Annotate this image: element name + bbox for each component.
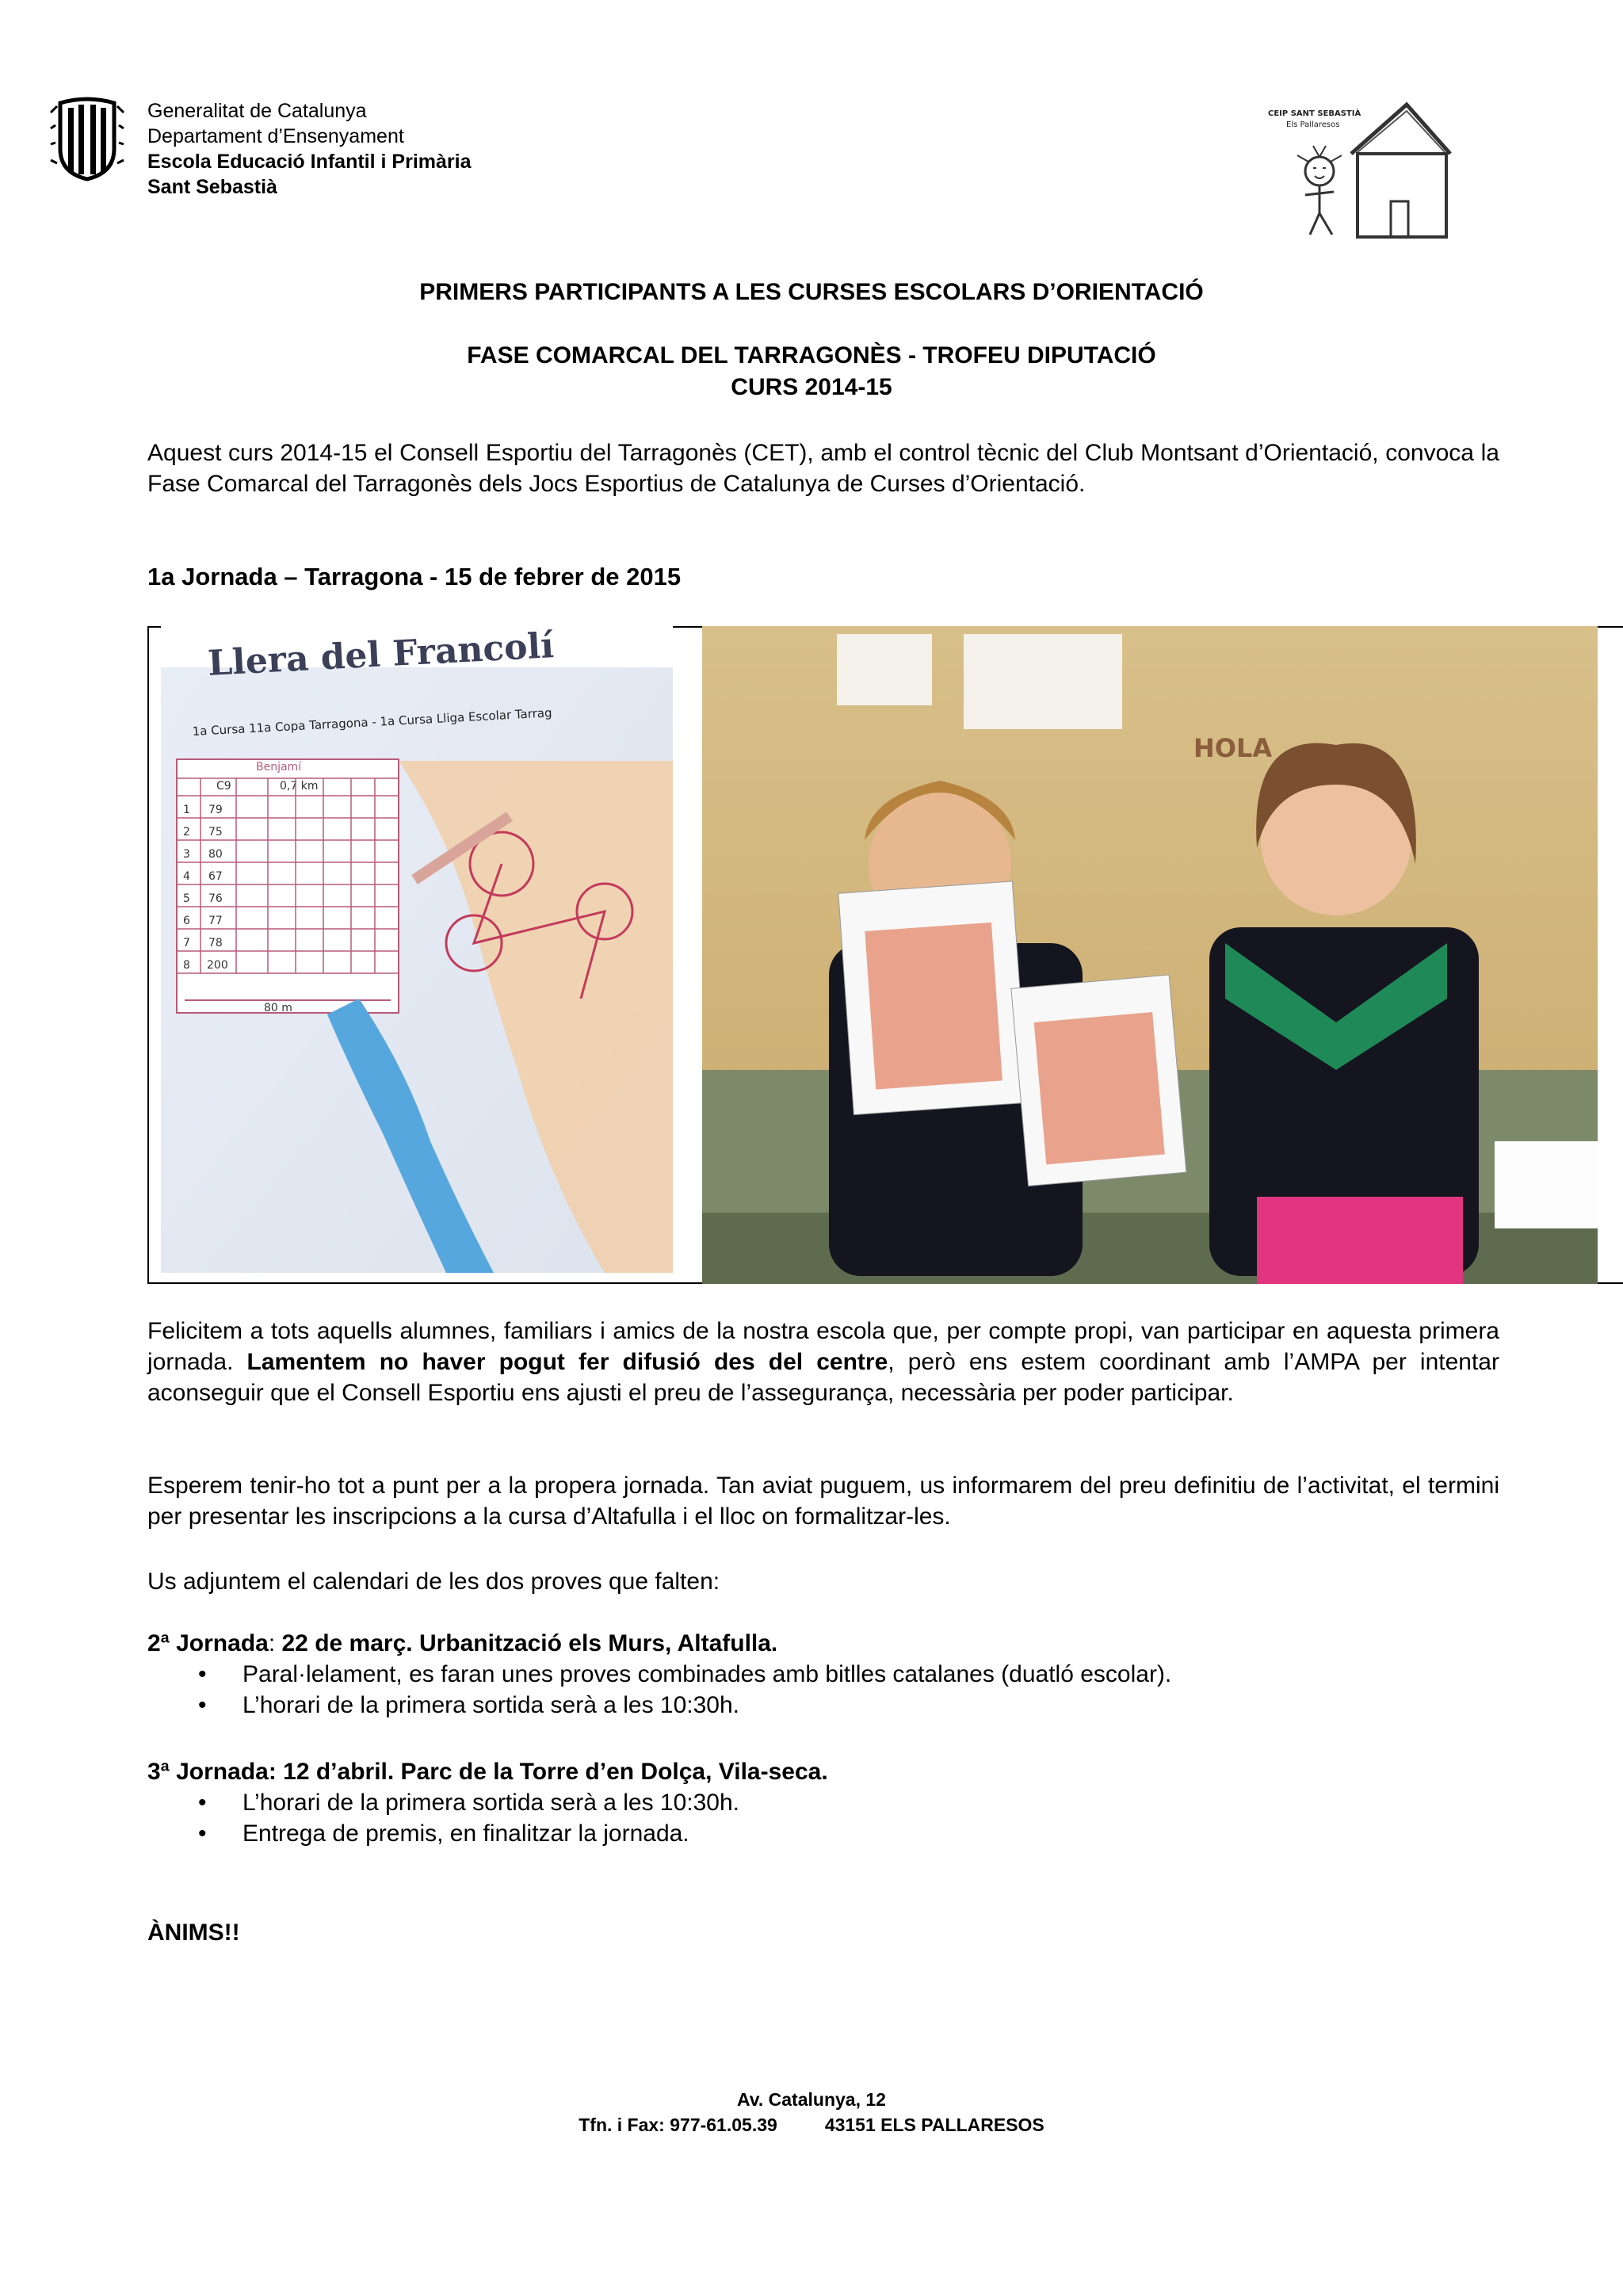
list-item: • Entrega de premis, en finalitzar la jornada. [242, 1818, 1499, 1849]
header-line-2: Departament d’Ensenyament [147, 125, 404, 147]
page-title: PRIMERS PARTICIPANTS A LES CURSES ESCOLARS D’ORIENTACIÓ [419, 279, 1204, 305]
jornada-2-list [147, 1659, 1499, 1721]
jornada-1-heading: 1a Jornada – Tarragona - 15 de febrer de 2015 [147, 563, 682, 590]
map-distance: 0,7 km [280, 780, 319, 793]
control-number: 6 [183, 915, 190, 927]
control-number: 2 [183, 826, 190, 839]
jornada-2-sep: : [268, 1630, 282, 1656]
control-code: 77 [208, 915, 223, 927]
congrats-paragraph [147, 1316, 1499, 1408]
list-item: • Paral·lelament, es faran unes proves combinades amb bitlles catalanes (duatló escolar). [242, 1659, 1499, 1690]
control-number: 5 [183, 892, 190, 905]
footer-phone: Tfn. i Fax: 977-61.05.39 [579, 2115, 777, 2135]
school-logo [1264, 98, 1466, 243]
jornada-2-heading [147, 1628, 1499, 1659]
next-jornada-text: Esperem tenir-ho tot a punt per a la propera jornada. Tan aviat puguem, us informarem del preu definitiu de l’activitat, el termini per presentar les inscripcions a la cursa d’Altafulla i el lloc on formalitzar-les. [147, 1473, 1499, 1530]
subtitle-course: CURS 2014-15 [731, 374, 892, 400]
footer-address: Av. Catalunya, 12 [737, 2089, 886, 2110]
congrats-part-1: Felicitem a tots aquells alumnes, familiars i amics de la nostra escola que, per compte propi, van participar en aquesta primera jornada. [147, 1318, 1499, 1375]
footer-city: 43151 ELS PALLARESOS [824, 2115, 1044, 2135]
control-code: 75 [208, 826, 223, 839]
header-line-3: Escola Educació Infantil i Primària [147, 151, 472, 173]
map-code: C9 [216, 780, 231, 793]
map-title: Llera del Francolí [206, 626, 556, 684]
map-category: Benjamí [256, 761, 302, 774]
jornada-3-block [147, 1756, 1499, 1849]
header-institution [147, 98, 471, 200]
subtitle-phase: FASE COMARCAL DEL TARRAGONÈS - TROFEU DIPUTACIÓ [467, 342, 1156, 369]
control-code: 79 [208, 804, 223, 816]
orienteering-map-photo [161, 626, 673, 1273]
children-photo [702, 626, 1598, 1284]
list-item: • L’horari de la primera sortida serà a les 10:30h. [242, 1690, 1499, 1721]
control-number: 7 [183, 937, 190, 949]
closing-text: ÀNIMS!! [147, 1920, 240, 1946]
jornada-3-heading: 3ª Jornada: 12 d’abril. Parc de la Torre d’en Dolça, Vila-seca. [147, 1759, 828, 1785]
school-logo-text-1: CEIP SANT SEBASTIÀ [1268, 109, 1361, 118]
calendar-intro [147, 1566, 1499, 1597]
wall-text: HOLA [1193, 733, 1273, 763]
calendar-intro-text: Us adjuntem el calendari de les dos proves que falten: [147, 1568, 720, 1595]
footer-contact [0, 2112, 1623, 2137]
header-line-1: Generalitat de Catalunya [147, 100, 367, 122]
jornada-2-label: 2ª Jornada [147, 1630, 269, 1656]
control-code: 67 [208, 870, 223, 883]
map-subtitle: 1a Cursa 11a Copa Tarragona - 1a Cursa Lliga Escolar Tarrag [192, 705, 552, 739]
control-code: 80 [208, 848, 223, 861]
intro-text: Aquest curs 2014-15 el Consell Esportiu del Tarragonès (CET), amb el control tècnic del Club Montsant d’Orientació, convoca la Fase Comarcal del Tarragonès dels Jocs Esportius de Catalunya de Curses d’Orientació. [147, 440, 1499, 497]
congrats-text [147, 1316, 1499, 1408]
school-logo-text-2: Els Pallaresos [1286, 120, 1340, 129]
congrats-part-2: , però ens estem coordinant amb l’AMPA per intentar aconseguir que el Consell Esportiu ens ajusti el preu de l’assegurança, necessària per poder participar. [147, 1349, 1499, 1406]
control-code: 78 [208, 937, 223, 949]
list-item: • L’horari de la primera sortida serà a les 10:30h. [242, 1787, 1499, 1818]
control-number: 4 [183, 870, 190, 883]
jornada-2-block [147, 1628, 1499, 1721]
map-scale: 80 m [264, 1002, 292, 1014]
jornada-3-list [147, 1787, 1499, 1849]
control-number: 3 [183, 848, 190, 861]
header-line-4: Sant Sebastià [147, 176, 277, 198]
jornada-2-detail: 22 de març. Urbanització els Murs, Altafulla. [281, 1630, 778, 1656]
generalitat-logo [49, 97, 125, 182]
control-number: 8 [183, 959, 190, 972]
congrats-bold: Lamentem no haver pogut fer difusió des del centre [246, 1349, 888, 1375]
control-code: 76 [208, 892, 223, 905]
next-jornada-paragraph [147, 1470, 1499, 1532]
control-code: 200 [207, 959, 228, 972]
control-number: 1 [183, 804, 190, 816]
intro-paragraph [147, 437, 1499, 499]
